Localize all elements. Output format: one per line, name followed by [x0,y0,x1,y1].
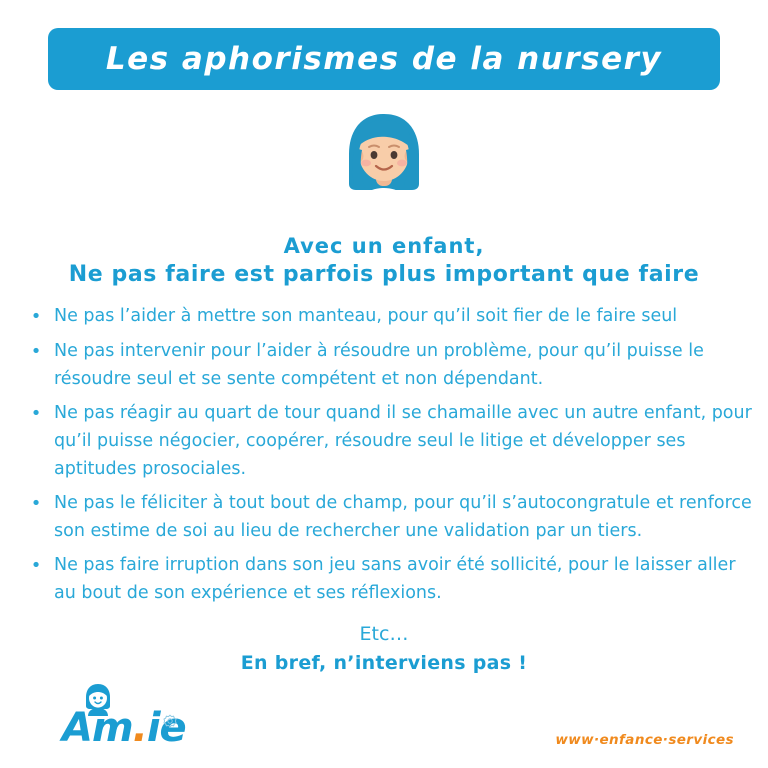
list-item-text: Ne pas réagir au quart de tour quand il se chamaille avec un autre enfant, pour qu’il puisse négocier, coopérer, résoudre seul le litige et développer ses aptitudes prosociales. [54,403,752,479]
bullet-icon: • [30,403,42,424]
brand-logo [62,686,212,751]
gear-icon [162,714,178,730]
avatar [332,108,436,212]
closing-statement: En bref, n’interviens pas ! [240,652,528,674]
gear-icon-svg [162,714,178,730]
list-item [18,551,756,607]
title-banner [48,28,720,90]
page-title: Les aphorismes de la nursery [105,41,663,77]
logo-text-main: Am [62,705,133,751]
bullet-icon: • [30,341,42,362]
logo-text-suffix: ie [146,705,186,751]
list-item [18,399,756,483]
bullet-icon: • [30,493,42,514]
woman-avatar-icon [332,108,436,212]
avatar-container [0,108,768,212]
bullet-icon: • [30,306,42,327]
heading-line-1: Avec un enfant, [283,234,485,258]
headings [0,232,768,290]
list-item [18,337,756,393]
bullet-icon: • [30,555,42,576]
heading-line-2: Ne pas faire est parfois plus important que faire [68,262,700,287]
list-item-text: Ne pas intervenir pour l’aider à résoudre un problème, pour qu’il puisse le résoudre seul et se sente compétent et non dépendant. [54,341,704,389]
list-item-text: Ne pas faire irruption dans son jeu sans avoir été sollicité, pour le laisser aller au bout de son expérience et ses réflexions. [54,555,736,603]
list-item [18,302,756,331]
closing-etc: Etc… [359,623,409,645]
footer-website-url[interactable]: www·enfance·services [555,732,734,748]
list-item [18,489,756,545]
logo-text-dot: . [132,705,147,751]
aphorism-list [18,302,756,613]
closing-block [0,620,768,678]
list-item-text: Ne pas l’aider à mettre son manteau, pour qu’il soit fier de le faire seul [54,306,678,326]
list-item-text: Ne pas le féliciter à tout bout de champ, pour qu’il s’autocongratule et renforce son estime de soi au lieu de rechercher une validation par un tiers. [54,493,752,541]
